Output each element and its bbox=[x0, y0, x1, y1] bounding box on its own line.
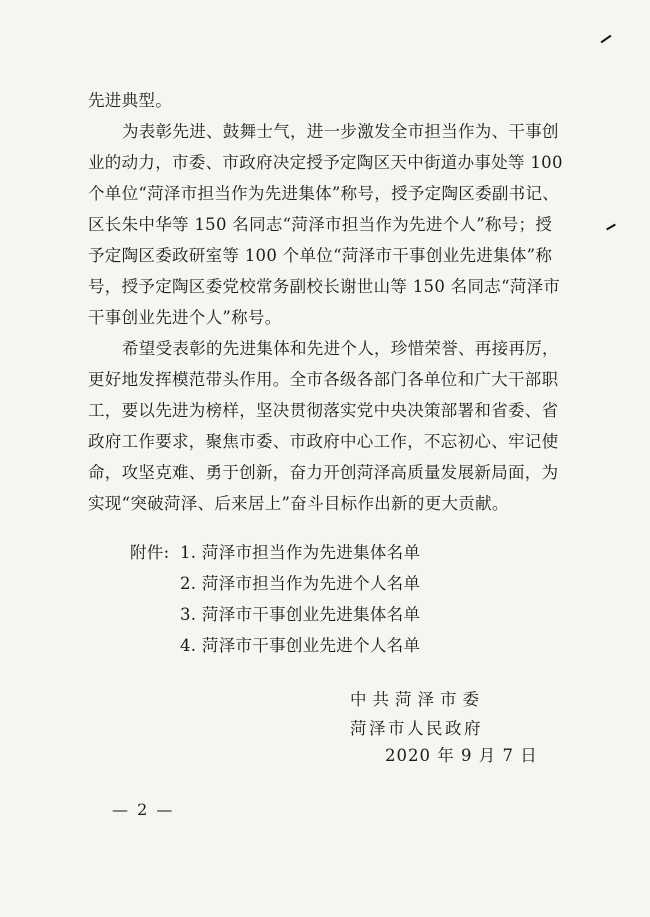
body-line: 实现“突破菏泽、后来居上”奋斗目标作出新的更大贡献。 bbox=[88, 494, 509, 513]
attachment-item: 2. 菏泽市担当作为先进个人名单 bbox=[180, 574, 421, 593]
body-line: 区长朱中华等 150 名同志“菏泽市担当作为先进个人”称号；授 bbox=[88, 215, 553, 234]
scan-mark-mid-right bbox=[606, 224, 616, 231]
body-line: 干事创业先进个人”称号。 bbox=[88, 308, 282, 327]
signature-date: 2020 年 9 月 7 日 bbox=[385, 746, 538, 765]
body-line: 予定陶区委政研室等 100 个单位“菏泽市干事创业先进集体”称 bbox=[88, 246, 553, 265]
body-line: 为表彰先进、鼓舞士气，进一步激发全市担当作为、干事创 bbox=[122, 122, 559, 141]
body-line: 更好地发挥模范带头作用。全市各级各部门各单位和广大干部职 bbox=[88, 370, 559, 389]
body-line: 政府工作要求，聚焦市委、市政府中心工作，不忘初心、牢记使 bbox=[88, 432, 559, 451]
scan-mark-top-right bbox=[601, 35, 612, 44]
body-line: 号，授予定陶区委党校常务副校长谢世山等 150 名同志“菏泽市 bbox=[88, 277, 561, 296]
body-line: 个单位“菏泽市担当作为先进集体”称号，授予定陶区委副书记、 bbox=[88, 184, 560, 203]
attachments-label: 附件: bbox=[130, 543, 170, 562]
body-line: 工，要以先进为榜样，坚决贯彻落实党中央决策部署和省委、省 bbox=[88, 401, 559, 420]
signature-org-party: 中共菏泽市委 bbox=[350, 690, 485, 709]
page-number: — 2 — bbox=[112, 800, 175, 819]
attachment-item: 3. 菏泽市干事创业先进集体名单 bbox=[180, 605, 421, 624]
attachment-item: 4. 菏泽市干事创业先进个人名单 bbox=[180, 636, 421, 655]
body-line: 希望受表彰的先进集体和先进个人，珍惜荣誉、再接再厉， bbox=[122, 339, 559, 358]
signature-org-government: 菏泽市人民政府 bbox=[350, 719, 483, 738]
body-line: 业的动力，市委、市政府决定授予定陶区天中街道办事处等 100 bbox=[88, 153, 563, 172]
body-line: 命，攻坚克难、勇于创新，奋力开创菏泽高质量发展新局面，为 bbox=[88, 463, 559, 482]
attachment-item: 1. 菏泽市担当作为先进集体名单 bbox=[180, 543, 421, 562]
body-line: 先进典型。 bbox=[88, 91, 172, 110]
